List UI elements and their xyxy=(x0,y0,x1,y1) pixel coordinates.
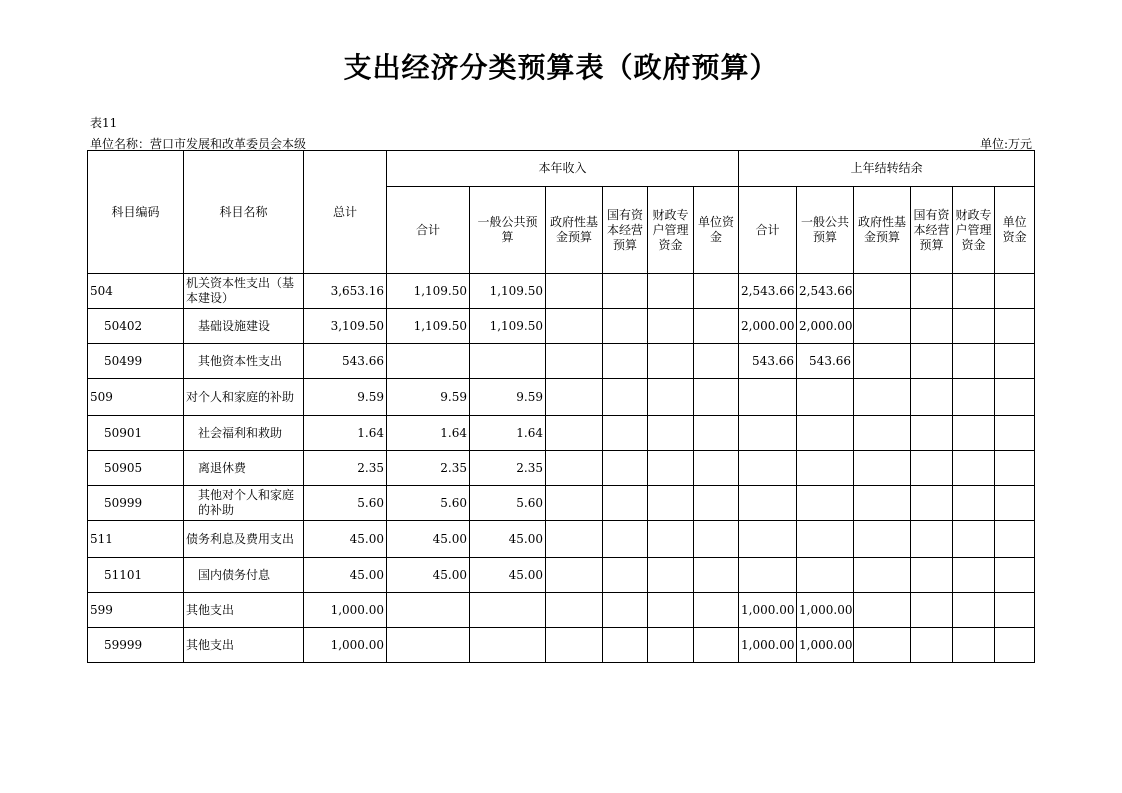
cell-prior-fund-budget xyxy=(854,344,911,379)
cell-code: 509 xyxy=(88,379,184,416)
cell-prior-fund-budget xyxy=(854,416,911,451)
cell-total: 45.00 xyxy=(304,558,387,593)
cell-name: 机关资本性支出（基本建设） xyxy=(184,274,304,309)
header-code: 科目编码 xyxy=(88,151,184,274)
cell-prior-unit-funds xyxy=(995,274,1035,309)
cell-prior-soe-budget xyxy=(911,451,953,486)
cell-prior-unit-funds xyxy=(995,416,1035,451)
header-total: 总计 xyxy=(304,151,387,274)
cell-prior-general-budget: 1,000.00 xyxy=(797,593,854,628)
cell-current-sum: 45.00 xyxy=(387,558,470,593)
cell-prior-special-account xyxy=(953,521,995,558)
cell-prior-sum xyxy=(739,521,797,558)
table-number: 表11 xyxy=(90,116,118,130)
cell-total: 3,653.16 xyxy=(304,274,387,309)
cell-current-general-budget: 2.35 xyxy=(470,451,546,486)
cell-prior-soe-budget xyxy=(911,628,953,663)
cell-prior-unit-funds xyxy=(995,344,1035,379)
header-current-general-budget: 一般公共预算 xyxy=(470,187,546,274)
cell-current-unit-funds xyxy=(694,274,739,309)
header-current-unit-funds: 单位资金 xyxy=(694,187,739,274)
table-body xyxy=(88,274,1035,663)
cell-prior-special-account xyxy=(953,558,995,593)
cell-current-unit-funds xyxy=(694,521,739,558)
cell-total: 45.00 xyxy=(304,521,387,558)
cell-prior-special-account xyxy=(953,416,995,451)
cell-current-sum: 1,109.50 xyxy=(387,309,470,344)
cell-prior-sum xyxy=(739,451,797,486)
cell-current-special-account xyxy=(648,309,694,344)
cell-current-sum xyxy=(387,593,470,628)
cell-prior-special-account xyxy=(953,486,995,521)
header-current-sum: 合计 xyxy=(387,187,470,274)
cell-prior-general-budget: 2,543.66 xyxy=(797,274,854,309)
cell-current-general-budget xyxy=(470,344,546,379)
cell-total: 543.66 xyxy=(304,344,387,379)
cell-current-soe-budget xyxy=(603,521,648,558)
page-title: 支出经济分类预算表（政府预算） xyxy=(343,51,779,84)
cell-current-general-budget: 1.64 xyxy=(470,416,546,451)
cell-name: 其他支出 xyxy=(184,628,304,663)
cell-prior-sum xyxy=(739,558,797,593)
cell-total: 9.59 xyxy=(304,379,387,416)
cell-prior-fund-budget xyxy=(854,521,911,558)
cell-prior-special-account xyxy=(953,274,995,309)
cell-current-soe-budget xyxy=(603,344,648,379)
table-row xyxy=(88,274,1035,309)
unit-name-label: 单位名称：营口市发展和改革委员会本级 xyxy=(90,137,307,151)
budget-table xyxy=(87,150,1035,663)
cell-current-sum: 5.60 xyxy=(387,486,470,521)
header-prior-soe-budget: 国有资本经营预算 xyxy=(911,187,953,274)
header-prior-year: 上年结转结余 xyxy=(739,151,1035,187)
cell-current-special-account xyxy=(648,451,694,486)
table-row xyxy=(88,558,1035,593)
cell-current-fund-budget xyxy=(546,451,603,486)
cell-current-fund-budget xyxy=(546,486,603,521)
cell-prior-special-account xyxy=(953,593,995,628)
cell-current-fund-budget xyxy=(546,521,603,558)
table-row xyxy=(88,486,1035,521)
cell-prior-unit-funds xyxy=(995,486,1035,521)
cell-prior-sum: 2,000.00 xyxy=(739,309,797,344)
cell-total: 1.64 xyxy=(304,416,387,451)
cell-current-fund-budget xyxy=(546,309,603,344)
cell-current-fund-budget xyxy=(546,593,603,628)
cell-current-sum xyxy=(387,628,470,663)
cell-current-special-account xyxy=(648,521,694,558)
cell-code: 50999 xyxy=(88,486,184,521)
cell-name: 其他支出 xyxy=(184,593,304,628)
cell-prior-general-budget xyxy=(797,558,854,593)
cell-prior-soe-budget xyxy=(911,309,953,344)
header-current-fund-budget: 政府性基金预算 xyxy=(546,187,603,274)
cell-current-special-account xyxy=(648,416,694,451)
cell-current-unit-funds xyxy=(694,416,739,451)
header-prior-special-account: 财政专户管理资金 xyxy=(953,187,995,274)
cell-name: 对个人和家庭的补助 xyxy=(184,379,304,416)
cell-current-soe-budget xyxy=(603,274,648,309)
cell-current-sum: 2.35 xyxy=(387,451,470,486)
cell-prior-soe-budget xyxy=(911,379,953,416)
cell-current-fund-budget xyxy=(546,628,603,663)
cell-prior-fund-budget xyxy=(854,274,911,309)
cell-current-general-budget: 9.59 xyxy=(470,379,546,416)
cell-current-unit-funds xyxy=(694,593,739,628)
cell-current-unit-funds xyxy=(694,558,739,593)
cell-total: 1,000.00 xyxy=(304,628,387,663)
cell-name: 离退休费 xyxy=(184,451,304,486)
table-row xyxy=(88,416,1035,451)
cell-code: 59999 xyxy=(88,628,184,663)
cell-name: 债务利息及费用支出 xyxy=(184,521,304,558)
cell-prior-general-budget xyxy=(797,379,854,416)
cell-code: 50402 xyxy=(88,309,184,344)
cell-total: 1,000.00 xyxy=(304,593,387,628)
cell-current-soe-budget xyxy=(603,593,648,628)
cell-code: 50901 xyxy=(88,416,184,451)
cell-current-fund-budget xyxy=(546,344,603,379)
cell-prior-sum: 1,000.00 xyxy=(739,628,797,663)
cell-code: 50905 xyxy=(88,451,184,486)
cell-current-soe-budget xyxy=(603,486,648,521)
table-row xyxy=(88,451,1035,486)
cell-prior-fund-budget xyxy=(854,309,911,344)
header-name: 科目名称 xyxy=(184,151,304,274)
cell-current-special-account xyxy=(648,593,694,628)
cell-prior-unit-funds xyxy=(995,309,1035,344)
header-current-special-account: 财政专户管理资金 xyxy=(648,187,694,274)
cell-current-fund-budget xyxy=(546,274,603,309)
cell-current-soe-budget xyxy=(603,309,648,344)
cell-total: 5.60 xyxy=(304,486,387,521)
cell-prior-general-budget: 2,000.00 xyxy=(797,309,854,344)
cell-prior-sum: 543.66 xyxy=(739,344,797,379)
cell-prior-soe-budget xyxy=(911,416,953,451)
cell-name: 其他资本性支出 xyxy=(184,344,304,379)
cell-current-soe-budget xyxy=(603,451,648,486)
cell-current-special-account xyxy=(648,558,694,593)
cell-code: 50499 xyxy=(88,344,184,379)
cell-current-general-budget: 1,109.50 xyxy=(470,274,546,309)
cell-prior-unit-funds xyxy=(995,521,1035,558)
table-row xyxy=(88,521,1035,558)
cell-current-special-account xyxy=(648,274,694,309)
cell-current-soe-budget xyxy=(603,416,648,451)
cell-name: 国内债务付息 xyxy=(184,558,304,593)
cell-current-special-account xyxy=(648,344,694,379)
cell-name: 社会福利和救助 xyxy=(184,416,304,451)
cell-current-soe-budget xyxy=(603,379,648,416)
cell-current-sum: 1.64 xyxy=(387,416,470,451)
cell-current-unit-funds xyxy=(694,486,739,521)
header-current-soe-budget: 国有资本经营预算 xyxy=(603,187,648,274)
cell-prior-soe-budget xyxy=(911,558,953,593)
table-row xyxy=(88,593,1035,628)
table-row xyxy=(88,379,1035,416)
cell-prior-general-budget xyxy=(797,486,854,521)
cell-code: 51101 xyxy=(88,558,184,593)
cell-code: 511 xyxy=(88,521,184,558)
cell-code: 504 xyxy=(88,274,184,309)
table-row xyxy=(88,309,1035,344)
cell-current-general-budget: 5.60 xyxy=(470,486,546,521)
header-prior-unit-funds: 单位资金 xyxy=(995,187,1035,274)
cell-current-sum: 9.59 xyxy=(387,379,470,416)
cell-prior-unit-funds xyxy=(995,593,1035,628)
cell-current-soe-budget xyxy=(603,558,648,593)
cell-current-general-budget: 1,109.50 xyxy=(470,309,546,344)
cell-current-unit-funds xyxy=(694,309,739,344)
cell-total: 2.35 xyxy=(304,451,387,486)
cell-current-fund-budget xyxy=(546,416,603,451)
table-row xyxy=(88,628,1035,663)
cell-code: 599 xyxy=(88,593,184,628)
cell-current-special-account xyxy=(648,379,694,416)
cell-prior-soe-budget xyxy=(911,486,953,521)
cell-current-special-account xyxy=(648,628,694,663)
cell-current-unit-funds xyxy=(694,628,739,663)
cell-prior-fund-budget xyxy=(854,558,911,593)
cell-prior-fund-budget xyxy=(854,379,911,416)
cell-prior-fund-budget xyxy=(854,451,911,486)
cell-current-general-budget xyxy=(470,628,546,663)
header-prior-fund-budget: 政府性基金预算 xyxy=(854,187,911,274)
cell-prior-soe-budget xyxy=(911,593,953,628)
cell-current-unit-funds xyxy=(694,379,739,416)
cell-prior-soe-budget xyxy=(911,344,953,379)
cell-name: 其他对个人和家庭的补助 xyxy=(184,486,304,521)
cell-current-sum xyxy=(387,344,470,379)
cell-current-unit-funds xyxy=(694,451,739,486)
cell-prior-special-account xyxy=(953,344,995,379)
cell-prior-soe-budget xyxy=(911,274,953,309)
cell-name: 基础设施建设 xyxy=(184,309,304,344)
cell-current-special-account xyxy=(648,486,694,521)
cell-prior-special-account xyxy=(953,628,995,663)
table-header xyxy=(88,151,1035,274)
currency-unit-label: 单位:万元 xyxy=(979,137,1032,151)
cell-prior-general-budget: 1,000.00 xyxy=(797,628,854,663)
cell-prior-sum xyxy=(739,416,797,451)
cell-prior-general-budget: 543.66 xyxy=(797,344,854,379)
cell-prior-unit-funds xyxy=(995,451,1035,486)
cell-prior-special-account xyxy=(953,379,995,416)
cell-prior-general-budget xyxy=(797,416,854,451)
cell-current-fund-budget xyxy=(546,558,603,593)
header-prior-general-budget: 一般公共预算 xyxy=(797,187,854,274)
cell-prior-sum xyxy=(739,486,797,521)
cell-prior-soe-budget xyxy=(911,521,953,558)
cell-current-general-budget xyxy=(470,593,546,628)
cell-prior-special-account xyxy=(953,309,995,344)
cell-prior-sum: 2,543.66 xyxy=(739,274,797,309)
cell-prior-unit-funds xyxy=(995,558,1035,593)
cell-prior-sum xyxy=(739,379,797,416)
cell-current-general-budget: 45.00 xyxy=(470,521,546,558)
header-prior-sum: 合计 xyxy=(739,187,797,274)
cell-prior-fund-budget xyxy=(854,593,911,628)
header-current-year: 本年收入 xyxy=(387,151,739,187)
cell-prior-fund-budget xyxy=(854,486,911,521)
cell-current-general-budget: 45.00 xyxy=(470,558,546,593)
cell-current-soe-budget xyxy=(603,628,648,663)
cell-prior-unit-funds xyxy=(995,379,1035,416)
cell-current-sum: 1,109.50 xyxy=(387,274,470,309)
cell-prior-special-account xyxy=(953,451,995,486)
cell-prior-general-budget xyxy=(797,451,854,486)
cell-current-fund-budget xyxy=(546,379,603,416)
cell-current-unit-funds xyxy=(694,344,739,379)
table-row xyxy=(88,344,1035,379)
cell-prior-general-budget xyxy=(797,521,854,558)
cell-prior-sum: 1,000.00 xyxy=(739,593,797,628)
cell-total: 3,109.50 xyxy=(304,309,387,344)
cell-current-sum: 45.00 xyxy=(387,521,470,558)
cell-prior-fund-budget xyxy=(854,628,911,663)
cell-prior-unit-funds xyxy=(995,628,1035,663)
